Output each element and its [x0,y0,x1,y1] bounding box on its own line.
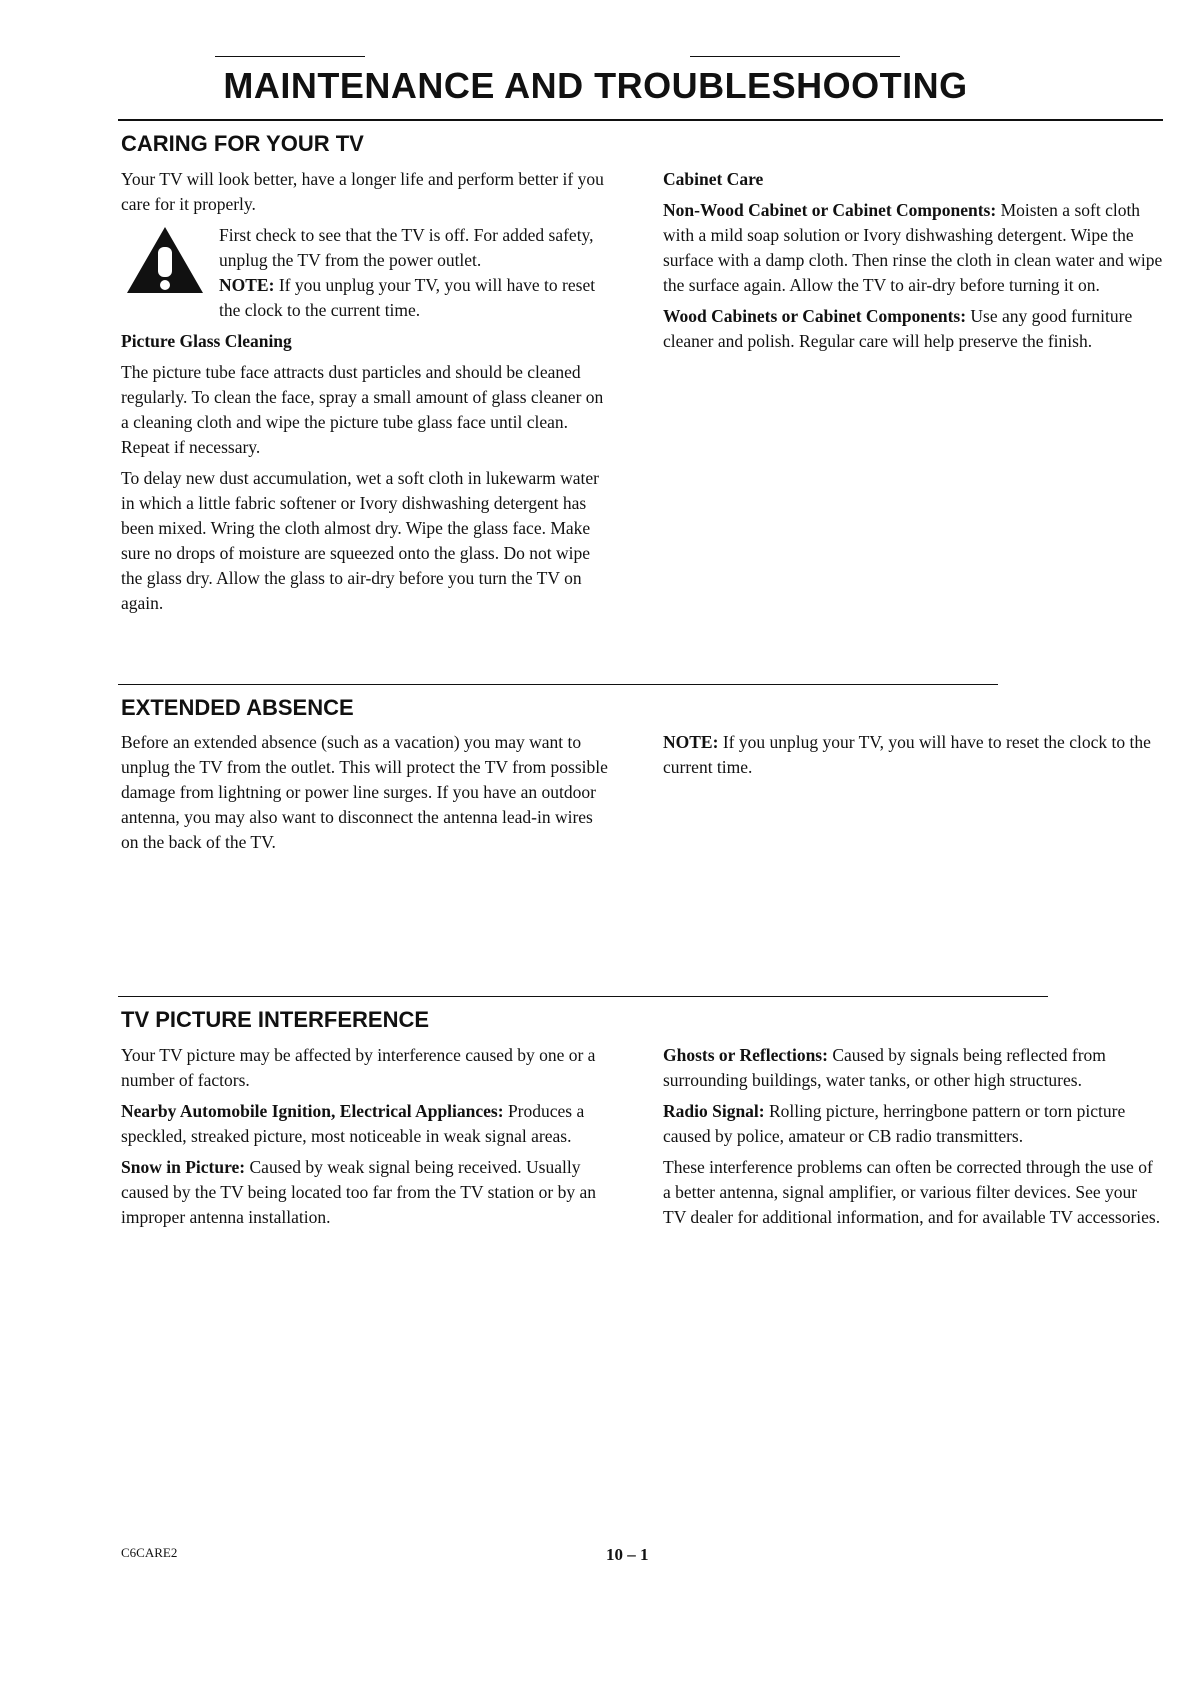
nonwood-paragraph [663,198,1163,298]
picture-glass-heading: Picture Glass Cleaning [121,331,292,351]
absence-note-label: NOTE: [663,732,719,752]
caring-note [219,273,608,323]
interference-rule [118,996,1048,997]
radio-text: Rolling picture, herringbone pattern or torn picture caused by police, amateur or CB radio transmitters. [663,1101,1126,1146]
ignition-label: Nearby Automobile Ignition, Electrical Appliances: [121,1101,504,1121]
footer-code: C6CARE2 [121,1545,178,1560]
note-label: NOTE: [219,275,275,295]
absence-right-column [663,730,1163,786]
wood-text: Use any good furniture cleaner and polish. Regular care will help preserve the finish. [663,306,1133,351]
absence-note [663,730,1163,780]
picture-glass-p1: The picture tube face attracts dust particles and should be cleaned regularly. To clean the face, spray a small amount of glass cleaner on a cleaning cloth and wipe the picture tube glass face until clean. Repeat if necessary. [121,362,604,457]
wood-paragraph [663,304,1163,354]
caring-intro: Your TV will look better, have a longer life and perform better if you care for it properly. [121,169,604,214]
interference-intro: Your TV picture may be affected by interference caused by one or a number of factors. [121,1045,596,1090]
ignition-paragraph [121,1099,608,1149]
interference-left-column [121,1043,608,1236]
caring-heading: CARING FOR YOUR TV [121,131,364,156]
nonwood-label: Non-Wood Cabinet or Cabinet Components: [663,200,997,220]
radio-paragraph [663,1099,1163,1149]
snow-text: Caused by weak signal being received. Usually caused by the TV being located too far from the TV station or by an improper antenna installation. [121,1157,596,1227]
absence-rule [118,684,998,685]
absence-note-text: If you unplug your TV, you will have to reset the clock to the current time. [663,732,1151,777]
interference-heading: TV PICTURE INTERFERENCE [121,1007,430,1032]
nonwood-text: Moisten a soft cloth with a mild soap solution or Ivory dishwashing detergent. Wipe the surface with a damp cloth. Then rinse the cloth in clean water and wipe the surface again. Allow the TV to air-dry before turning it on. [663,200,1163,295]
radio-label: Radio Signal: [663,1101,765,1121]
interference-right-column [663,1043,1163,1236]
ghosts-label: Ghosts or Reflections: [663,1045,828,1065]
picture-glass-p2: To delay new dust accumulation, wet a soft cloth in lukewarm water in which a little fabric softener or Ivory dishwashing detergent has been mixed. Wring the cloth almost dry. Wipe the glass face. Make sure no drops of moisture are squeezed onto the glass. Do not wipe the glass dry. Allow the glass to air-dry before you turn the TV on again. [121,468,599,613]
caring-left-column [121,167,608,622]
absence-heading: EXTENDED ABSENCE [121,695,354,720]
cabinet-heading: Cabinet Care [663,169,764,189]
top-rule-right [690,56,900,57]
absence-text: Before an extended absence (such as a vacation) you may want to unplug the TV from the outlet. This will protect the TV from possible damage from lightning or power line surges. If you have an outdoor antenna, you may also want to disconnect the antenna lead-in wires on the back of the TV. [121,732,608,852]
title-rule [118,119,1163,121]
page-title: MAINTENANCE AND TROUBLESHOOTING [223,65,968,106]
snow-label: Snow in Picture: [121,1157,246,1177]
top-rule-left [215,56,365,57]
page-number: 10 – 1 [606,1545,649,1564]
ignition-text: Produces a speckled, streaked picture, most noticeable in weak signal areas. [121,1101,585,1146]
snow-paragraph [121,1155,608,1230]
absence-left-column [121,730,608,861]
note-text: If you unplug your TV, you will have to reset the clock to the current time. [219,275,596,320]
interference-closing: These interference problems can often be corrected through the use of a better antenna, signal amplifier, or various filter devices. See your TV dealer for additional information, and for available TV accessories. [663,1157,1161,1227]
warning-triangle-icon [125,225,205,295]
warning-block [121,223,608,323]
wood-label: Wood Cabinets or Cabinet Components: [663,306,967,326]
ghosts-text: Caused by signals being reflected from surrounding buildings, water tanks, or other high structures. [663,1045,1106,1090]
warning-text: First check to see that the TV is off. For added safety, unplug the TV from the power outlet. [219,225,594,270]
ghosts-paragraph [663,1043,1163,1093]
caring-right-column [663,167,1163,360]
